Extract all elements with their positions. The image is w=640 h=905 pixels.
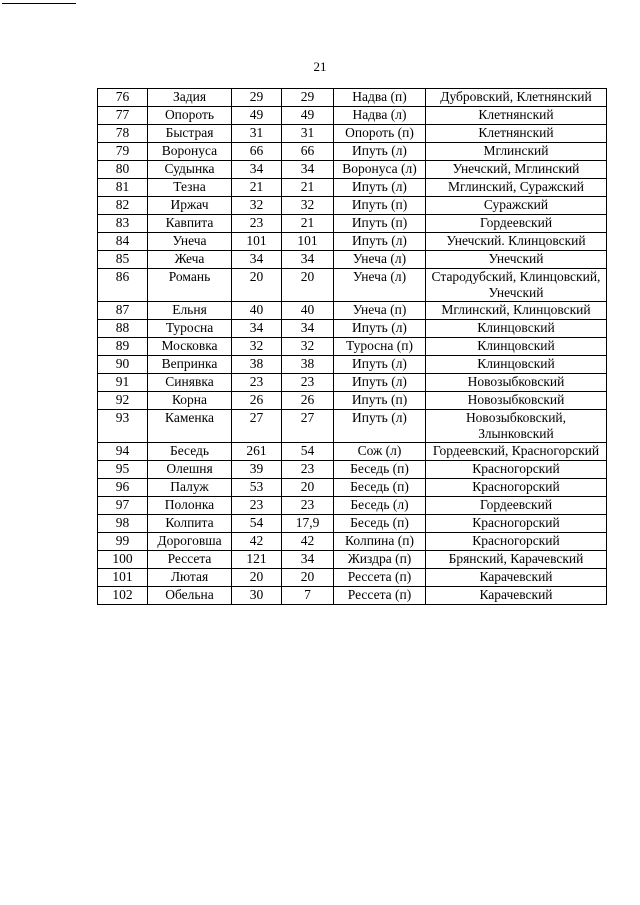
cell-river-name: Колпита bbox=[148, 515, 232, 533]
cell-districts: Гордеевский bbox=[426, 215, 607, 233]
table-row bbox=[98, 179, 607, 197]
cell-river-length: 34 bbox=[232, 320, 282, 338]
cell-row-number: 87 bbox=[98, 302, 148, 320]
cell-river-length: 27 bbox=[232, 410, 282, 443]
table-row bbox=[98, 107, 607, 125]
cell-districts: Красногорский bbox=[426, 479, 607, 497]
cell-river-length: 20 bbox=[232, 269, 282, 302]
cell-row-number: 95 bbox=[98, 461, 148, 479]
cell-river-name: Задия bbox=[148, 89, 232, 107]
cell-length-in-region: 17,9 bbox=[282, 515, 334, 533]
cell-river-name: Романь bbox=[148, 269, 232, 302]
cell-row-number: 78 bbox=[98, 125, 148, 143]
cell-river-name: Рессета bbox=[148, 551, 232, 569]
cell-river-length: 23 bbox=[232, 497, 282, 515]
cell-flows-into: Беседь (п) bbox=[334, 479, 426, 497]
cell-river-length: 53 bbox=[232, 479, 282, 497]
cell-districts: Брянский, Карачевский bbox=[426, 551, 607, 569]
table-row bbox=[98, 197, 607, 215]
cell-districts: Клетнянский bbox=[426, 125, 607, 143]
cell-districts: Дубровский, Клетнянский bbox=[426, 89, 607, 107]
cell-length-in-region: 34 bbox=[282, 320, 334, 338]
cell-river-length: 32 bbox=[232, 197, 282, 215]
cell-row-number: 86 bbox=[98, 269, 148, 302]
cell-flows-into: Сож (л) bbox=[334, 443, 426, 461]
cell-districts: Карачевский bbox=[426, 569, 607, 587]
cell-districts: Новозыбковский, Злынковский bbox=[426, 410, 607, 443]
cell-river-length: 23 bbox=[232, 374, 282, 392]
cell-river-length: 34 bbox=[232, 161, 282, 179]
cell-districts: Гордеевский, Красногорский bbox=[426, 443, 607, 461]
cell-length-in-region: 21 bbox=[282, 215, 334, 233]
cell-river-name: Быстрая bbox=[148, 125, 232, 143]
cell-districts: Мглинский bbox=[426, 143, 607, 161]
cell-river-length: 261 bbox=[232, 443, 282, 461]
table-row bbox=[98, 461, 607, 479]
cell-length-in-region: 34 bbox=[282, 161, 334, 179]
table-row bbox=[98, 533, 607, 551]
table-row bbox=[98, 320, 607, 338]
cell-river-length: 20 bbox=[232, 569, 282, 587]
cell-river-name: Туросна bbox=[148, 320, 232, 338]
cell-districts: Клинцовский bbox=[426, 356, 607, 374]
table-row bbox=[98, 233, 607, 251]
table-row bbox=[98, 251, 607, 269]
cell-length-in-region: 23 bbox=[282, 497, 334, 515]
cell-length-in-region: 26 bbox=[282, 392, 334, 410]
table-row bbox=[98, 269, 607, 302]
table-row bbox=[98, 89, 607, 107]
cell-row-number: 77 bbox=[98, 107, 148, 125]
cell-flows-into: Жиздра (п) bbox=[334, 551, 426, 569]
cell-districts: Унечский. Клинцовский bbox=[426, 233, 607, 251]
cell-river-name: Обельна bbox=[148, 587, 232, 605]
cell-row-number: 76 bbox=[98, 89, 148, 107]
cell-length-in-region: 23 bbox=[282, 374, 334, 392]
cell-length-in-region: 34 bbox=[282, 251, 334, 269]
cell-length-in-region: 21 bbox=[282, 179, 334, 197]
cell-row-number: 96 bbox=[98, 479, 148, 497]
cell-row-number: 79 bbox=[98, 143, 148, 161]
cell-length-in-region: 38 bbox=[282, 356, 334, 374]
cell-river-length: 66 bbox=[232, 143, 282, 161]
cell-river-name: Корна bbox=[148, 392, 232, 410]
cell-flows-into: Ипуть (л) bbox=[334, 356, 426, 374]
table-row bbox=[98, 497, 607, 515]
table-row bbox=[98, 125, 607, 143]
cell-river-name: Опороть bbox=[148, 107, 232, 125]
cell-river-name: Вепринка bbox=[148, 356, 232, 374]
cell-length-in-region: 27 bbox=[282, 410, 334, 443]
cell-length-in-region: 66 bbox=[282, 143, 334, 161]
cell-river-length: 23 bbox=[232, 215, 282, 233]
cell-row-number: 89 bbox=[98, 338, 148, 356]
cell-flows-into: Беседь (л) bbox=[334, 497, 426, 515]
cell-flows-into: Колпина (п) bbox=[334, 533, 426, 551]
cell-districts: Красногорский bbox=[426, 515, 607, 533]
cell-length-in-region: 20 bbox=[282, 479, 334, 497]
cell-river-name: Лютая bbox=[148, 569, 232, 587]
cell-river-name: Ельня bbox=[148, 302, 232, 320]
cell-length-in-region: 42 bbox=[282, 533, 334, 551]
cell-length-in-region: 23 bbox=[282, 461, 334, 479]
table-row bbox=[98, 161, 607, 179]
cell-flows-into: Опороть (п) bbox=[334, 125, 426, 143]
cell-river-name: Олешня bbox=[148, 461, 232, 479]
cell-row-number: 102 bbox=[98, 587, 148, 605]
cell-districts: Суражский bbox=[426, 197, 607, 215]
cell-flows-into: Надва (л) bbox=[334, 107, 426, 125]
cell-districts: Стародубский, Клинцовский, Унечский bbox=[426, 269, 607, 302]
cell-districts: Клинцовский bbox=[426, 320, 607, 338]
table-row bbox=[98, 374, 607, 392]
cell-districts: Новозыбковский bbox=[426, 392, 607, 410]
cell-river-length: 31 bbox=[232, 125, 282, 143]
cell-row-number: 99 bbox=[98, 533, 148, 551]
cell-row-number: 98 bbox=[98, 515, 148, 533]
page-number: 21 bbox=[313, 59, 327, 74]
cell-flows-into: Ипуть (л) bbox=[334, 374, 426, 392]
cell-length-in-region: 20 bbox=[282, 269, 334, 302]
cell-length-in-region: 32 bbox=[282, 197, 334, 215]
cell-river-length: 30 bbox=[232, 587, 282, 605]
cell-flows-into: Ипуть (л) bbox=[334, 320, 426, 338]
cell-row-number: 92 bbox=[98, 392, 148, 410]
cell-flows-into: Ипуть (л) bbox=[334, 233, 426, 251]
cell-river-length: 38 bbox=[232, 356, 282, 374]
cell-length-in-region: 34 bbox=[282, 551, 334, 569]
table-row bbox=[98, 392, 607, 410]
cell-river-name: Судынка bbox=[148, 161, 232, 179]
cell-flows-into: Воронуса (л) bbox=[334, 161, 426, 179]
cell-river-length: 121 bbox=[232, 551, 282, 569]
cell-river-length: 26 bbox=[232, 392, 282, 410]
cell-flows-into: Ипуть (л) bbox=[334, 410, 426, 443]
cell-row-number: 80 bbox=[98, 161, 148, 179]
cell-row-number: 85 bbox=[98, 251, 148, 269]
cell-districts: Гордеевский bbox=[426, 497, 607, 515]
cell-river-length: 40 bbox=[232, 302, 282, 320]
cell-districts: Унечский bbox=[426, 251, 607, 269]
cell-river-length: 54 bbox=[232, 515, 282, 533]
cell-flows-into: Унеча (л) bbox=[334, 269, 426, 302]
cell-districts: Унечский, Мглинский bbox=[426, 161, 607, 179]
cell-flows-into: Ипуть (п) bbox=[334, 215, 426, 233]
cell-river-name: Синявка bbox=[148, 374, 232, 392]
table-row bbox=[98, 410, 607, 443]
cell-length-in-region: 29 bbox=[282, 89, 334, 107]
cell-flows-into: Беседь (п) bbox=[334, 515, 426, 533]
cell-river-length: 21 bbox=[232, 179, 282, 197]
cell-river-name: Унеча bbox=[148, 233, 232, 251]
cell-river-length: 101 bbox=[232, 233, 282, 251]
cell-row-number: 94 bbox=[98, 443, 148, 461]
table-body bbox=[98, 89, 607, 605]
cell-flows-into: Ипуть (л) bbox=[334, 143, 426, 161]
table-row bbox=[98, 551, 607, 569]
cell-row-number: 82 bbox=[98, 197, 148, 215]
cell-length-in-region: 40 bbox=[282, 302, 334, 320]
cell-row-number: 84 bbox=[98, 233, 148, 251]
cell-flows-into: Ипуть (п) bbox=[334, 392, 426, 410]
table-row bbox=[98, 443, 607, 461]
cell-river-name: Московка bbox=[148, 338, 232, 356]
cell-length-in-region: 20 bbox=[282, 569, 334, 587]
cell-flows-into: Унеча (л) bbox=[334, 251, 426, 269]
table-row bbox=[98, 356, 607, 374]
cell-districts: Красногорский bbox=[426, 533, 607, 551]
cell-districts: Карачевский bbox=[426, 587, 607, 605]
cell-row-number: 91 bbox=[98, 374, 148, 392]
cell-row-number: 97 bbox=[98, 497, 148, 515]
cell-length-in-region: 7 bbox=[282, 587, 334, 605]
cell-river-name: Полонка bbox=[148, 497, 232, 515]
cell-river-name: Жеча bbox=[148, 251, 232, 269]
cell-row-number: 100 bbox=[98, 551, 148, 569]
cell-river-length: 29 bbox=[232, 89, 282, 107]
cell-flows-into: Ипуть (л) bbox=[334, 179, 426, 197]
cell-flows-into: Унеча (п) bbox=[334, 302, 426, 320]
cell-length-in-region: 32 bbox=[282, 338, 334, 356]
cell-flows-into: Надва (п) bbox=[334, 89, 426, 107]
rivers-table bbox=[97, 88, 607, 605]
cell-flows-into: Рессета (п) bbox=[334, 569, 426, 587]
cell-river-name: Палуж bbox=[148, 479, 232, 497]
cell-river-name: Дороговша bbox=[148, 533, 232, 551]
cell-river-name: Кавпита bbox=[148, 215, 232, 233]
cell-river-length: 39 bbox=[232, 461, 282, 479]
cell-flows-into: Туросна (п) bbox=[334, 338, 426, 356]
cell-districts: Клетнянский bbox=[426, 107, 607, 125]
cell-river-name: Каменка bbox=[148, 410, 232, 443]
cell-river-name: Воронуса bbox=[148, 143, 232, 161]
cell-river-name: Иржач bbox=[148, 197, 232, 215]
cell-districts: Мглинский, Клинцовский bbox=[426, 302, 607, 320]
cell-river-length: 32 bbox=[232, 338, 282, 356]
table-row bbox=[98, 215, 607, 233]
cell-row-number: 90 bbox=[98, 356, 148, 374]
table-row bbox=[98, 143, 607, 161]
table-row bbox=[98, 302, 607, 320]
cell-river-length: 49 bbox=[232, 107, 282, 125]
cell-districts: Мглинский, Суражский bbox=[426, 179, 607, 197]
cell-length-in-region: 31 bbox=[282, 125, 334, 143]
cell-row-number: 83 bbox=[98, 215, 148, 233]
cell-length-in-region: 54 bbox=[282, 443, 334, 461]
cell-districts: Красногорский bbox=[426, 461, 607, 479]
cell-river-name: Тезна bbox=[148, 179, 232, 197]
cell-districts: Новозыбковский bbox=[426, 374, 607, 392]
cell-river-length: 42 bbox=[232, 533, 282, 551]
cell-river-length: 34 bbox=[232, 251, 282, 269]
cell-row-number: 93 bbox=[98, 410, 148, 443]
cell-row-number: 81 bbox=[98, 179, 148, 197]
table-row bbox=[98, 587, 607, 605]
table-row bbox=[98, 338, 607, 356]
cell-districts: Клинцовский bbox=[426, 338, 607, 356]
cell-length-in-region: 49 bbox=[282, 107, 334, 125]
cell-flows-into: Ипуть (п) bbox=[334, 197, 426, 215]
table-row bbox=[98, 479, 607, 497]
cell-flows-into: Беседь (п) bbox=[334, 461, 426, 479]
corner-rule bbox=[2, 0, 76, 4]
cell-row-number: 88 bbox=[98, 320, 148, 338]
cell-flows-into: Рессета (п) bbox=[334, 587, 426, 605]
cell-length-in-region: 101 bbox=[282, 233, 334, 251]
cell-row-number: 101 bbox=[98, 569, 148, 587]
table-row bbox=[98, 569, 607, 587]
cell-river-name: Беседь bbox=[148, 443, 232, 461]
table-row bbox=[98, 515, 607, 533]
